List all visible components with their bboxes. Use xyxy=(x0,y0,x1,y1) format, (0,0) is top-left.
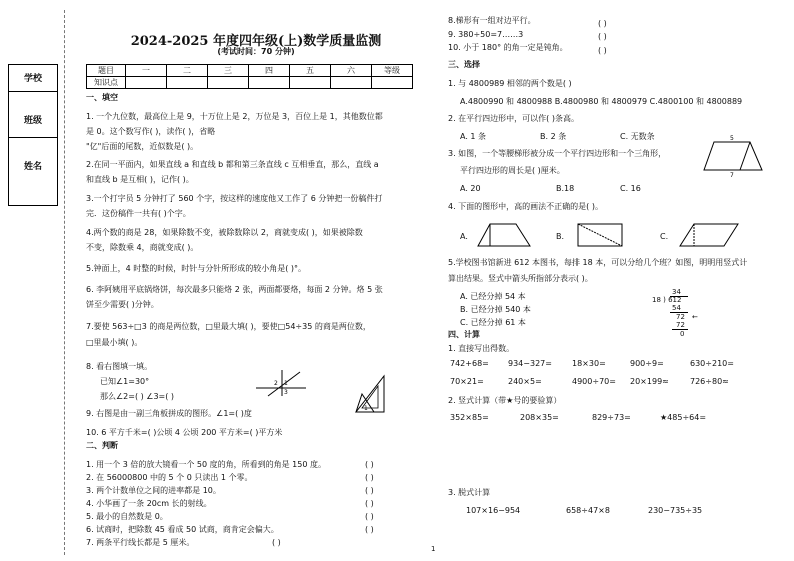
choice-option: C. 已经分掉 61 本 xyxy=(460,318,526,327)
calc-item: 230−735÷35 xyxy=(648,506,703,515)
question-text: "亿"后面的尾数，近似数是( )。 xyxy=(86,142,199,151)
choice-option: A. 20 xyxy=(460,184,481,193)
answer-paren: ( ) xyxy=(365,525,374,534)
question-text: 2.在同一平面内，如果直线 a 和直线 b 都和第三条直线 c 互相垂直，那么，直线 a xyxy=(86,160,379,169)
choice-option: B. 2 条 xyxy=(540,132,567,141)
choice-option: B.18 xyxy=(556,184,575,193)
arrow-icon: ← xyxy=(692,313,698,321)
question-text: 10. 6 平方千米=( )公顷 4 公顷 200 平方米=( )平方米 xyxy=(86,428,283,437)
score-table xyxy=(86,64,413,89)
answer-paren: ( ) xyxy=(365,512,374,521)
answer-paren: ( ) xyxy=(598,46,607,55)
question-text: 不变，除数乘 4，商就变成( )。 xyxy=(86,243,199,252)
name-label: 姓名 xyxy=(23,162,42,172)
table-header-cell: 题目 xyxy=(87,65,126,77)
judge-item: 2. 在 56000800 中的 5 个 0 只读出 1 个零。 xyxy=(86,473,253,482)
calc-item: 658÷47×8 xyxy=(566,506,610,515)
angle-label: 1 xyxy=(364,405,368,412)
page-title: 2024-2025 年度四年级(上)数学质量监测 xyxy=(130,34,382,49)
calc-question: 3. 脱式计算 xyxy=(448,488,491,497)
angle-label: 3 xyxy=(284,389,288,396)
question-text: 7.要使 563÷□3 的商是两位数，□里最大填( )，要使□54÷35 的商是两位数， xyxy=(86,322,371,331)
table-header-cell: 三 xyxy=(208,65,249,77)
answer-paren: ( ) xyxy=(365,473,374,482)
choice-option: A. 1 条 xyxy=(460,132,487,141)
table-row-label: 知识点 xyxy=(87,77,126,89)
calc-question: 1. 直接写出得数。 xyxy=(448,344,515,353)
binding-line xyxy=(64,10,65,555)
trapezoid-figure xyxy=(702,134,774,178)
choice-option: B. xyxy=(556,232,565,241)
judge-item: 6. 试商时，把除数 45 看成 50 试商，商肯定会偏大。 xyxy=(86,525,279,534)
choice-question: 算出结果。竖式中箭头所指部分表示( )。 xyxy=(448,274,593,283)
answer-paren: ( ) xyxy=(598,19,607,28)
calc-item: 829÷73= xyxy=(592,413,631,422)
angle-label: 2 xyxy=(274,380,278,387)
question-text: 9. 右图是由一副三角板拼成的图形。∠1=( )度 xyxy=(86,409,252,418)
question-text: 完．这份稿件一共有( )个字。 xyxy=(86,209,191,218)
judge-item: 9. 380÷50=7……3 xyxy=(448,30,524,39)
page-number: 1 xyxy=(431,545,436,553)
answer-paren: ( ) xyxy=(365,486,374,495)
calc-item: 18×30= xyxy=(572,359,606,368)
calc-item: 630÷210= xyxy=(690,359,734,368)
height-figure-c xyxy=(676,220,742,250)
question-text: 6. 李阿姨用平底锅烙饼，每次最多只能烙 2 张，两面都要烙，每面 2 分钟。烙 5 张 xyxy=(86,285,383,294)
height-figure-a xyxy=(476,220,534,250)
answer-paren: ( ) xyxy=(598,32,607,41)
choice-option: C. 16 xyxy=(620,184,641,193)
choice-question: 2. 在平行四边形中，可以作( )条高。 xyxy=(448,114,579,123)
judge-item: 4. 小华画了一条 20cm 长的射线。 xyxy=(86,499,212,508)
section-choice: 三、选择 xyxy=(448,60,480,69)
choice-option: C. xyxy=(660,232,669,241)
judge-item: 10. 小于 180° 的角一定是钝角。 xyxy=(448,43,568,52)
long-division: 34 18 ) 612 54 72 ← 72 0 xyxy=(652,288,698,338)
choice-options: A.4800990 和 4800988 B.4800980 和 4800979 C.4800100 和 4800889 xyxy=(460,97,743,106)
question-text: 5.钟面上，4 时整的时候，时针与分针所形成的较小角是( )°。 xyxy=(86,264,307,273)
choice-question: 5.学校图书馆新进 612 本图书，每排 18 本，可以分给几个班？如图，明明用竖式计 xyxy=(448,258,748,267)
set-square-figure xyxy=(352,372,388,416)
exam-time: (考试时间：70 分钟) xyxy=(217,47,295,56)
judge-item: 1. 用一个 3 倍的放大镜看一个 50 度的角，所看到的角是 150 度。 xyxy=(86,460,326,469)
calc-item: 4900÷70= xyxy=(572,377,616,386)
section-fill-blank: 一、填空 xyxy=(86,93,118,102)
choice-question: 4. 下面的图形中，高的画法不正确的是( )。 xyxy=(448,202,603,211)
student-info-box xyxy=(8,64,58,206)
question-text: 8. 看右图填一填。 xyxy=(86,362,153,371)
question-text: 已知∠1=30° xyxy=(100,377,150,386)
calc-item: 70×21= xyxy=(450,377,484,386)
question-text: 饼至少需要( )分钟。 xyxy=(86,300,159,309)
calc-item: 240×5= xyxy=(508,377,542,386)
calc-item: 934−327= xyxy=(508,359,552,368)
calc-item: 352×85= xyxy=(450,413,489,422)
table-header-cell: 六 xyxy=(331,65,372,77)
side-length: 5 xyxy=(730,135,734,142)
judge-item: 3. 两个计数单位之间的进率都是 10。 xyxy=(86,486,221,495)
table-header-cell: 一 xyxy=(126,65,167,77)
calc-item: ★485÷64= xyxy=(660,413,707,422)
question-text: 是 0。这个数写作( )，读作( )，省略 xyxy=(86,127,216,136)
table-header-cell: 五 xyxy=(290,65,331,77)
angle-figure xyxy=(254,368,308,398)
choice-option: C. 无数条 xyxy=(620,132,655,141)
judge-item: 7. 两条平行线长都是 5 厘米。 xyxy=(86,538,195,547)
question-text: 1. 一个九位数，最高位上是 9，十万位上是 2，万位是 3，百位上是 1，其他数位都 xyxy=(86,112,383,121)
calc-item: 742+68= xyxy=(450,359,489,368)
question-text: 3.一个打字员 5 分钟打了 560 个字，按这样的速度他又工作了 6 分钟把一份稿件打 xyxy=(86,194,383,203)
answer-paren: ( ) xyxy=(365,499,374,508)
calc-item: 208×35= xyxy=(520,413,559,422)
calc-item: 900÷9= xyxy=(630,359,664,368)
judge-item: 8.梯形有一组对边平行。 xyxy=(448,16,536,25)
section-judge: 二、判断 xyxy=(86,441,118,450)
answer-paren: ( ) xyxy=(365,460,374,469)
calc-question: 2. 竖式计算（带★号的要验算） xyxy=(448,396,562,405)
choice-option: A. xyxy=(460,232,468,241)
choice-option: A. 已经分掉 54 本 xyxy=(460,292,526,301)
question-text: 4.两个数的商是 28，如果除数不变，被除数除以 2，商就变成( )，如果被除数 xyxy=(86,228,363,237)
class-label: 班级 xyxy=(23,116,42,126)
side-length: 7 xyxy=(730,172,734,178)
calc-item: 107×16−954 xyxy=(466,506,521,515)
choice-question: 3. 如图，一个等腰梯形被分成一个平行四边形和一个三角形， xyxy=(448,149,667,158)
section-calc: 四、计算 xyxy=(448,330,480,339)
height-figure-b xyxy=(574,220,626,250)
calc-item: 726÷80≈ xyxy=(690,377,729,386)
table-header-cell: 二 xyxy=(167,65,208,77)
question-text: 那么∠2=( ) ∠3=( ) xyxy=(100,392,175,401)
judge-item: 5. 最小的自然数是 0。 xyxy=(86,512,168,521)
question-text: □里最小填( )。 xyxy=(86,338,143,347)
calc-item: 20×199≈ xyxy=(630,377,669,386)
question-text: 和直线 b 是互相( )，记作( )。 xyxy=(86,175,194,184)
choice-question: 1. 与 4800989 相邻的两个数是( ) xyxy=(448,79,572,88)
choice-question: 平行四边形的周长是( )厘米。 xyxy=(460,166,565,175)
school-label: 学校 xyxy=(23,74,42,84)
table-header-cell: 等级 xyxy=(372,65,413,77)
answer-paren: ( ) xyxy=(272,538,281,547)
choice-option: B. 已经分掉 540 本 xyxy=(460,305,531,314)
angle-label: 1 xyxy=(284,380,288,387)
table-header-cell: 四 xyxy=(249,65,290,77)
